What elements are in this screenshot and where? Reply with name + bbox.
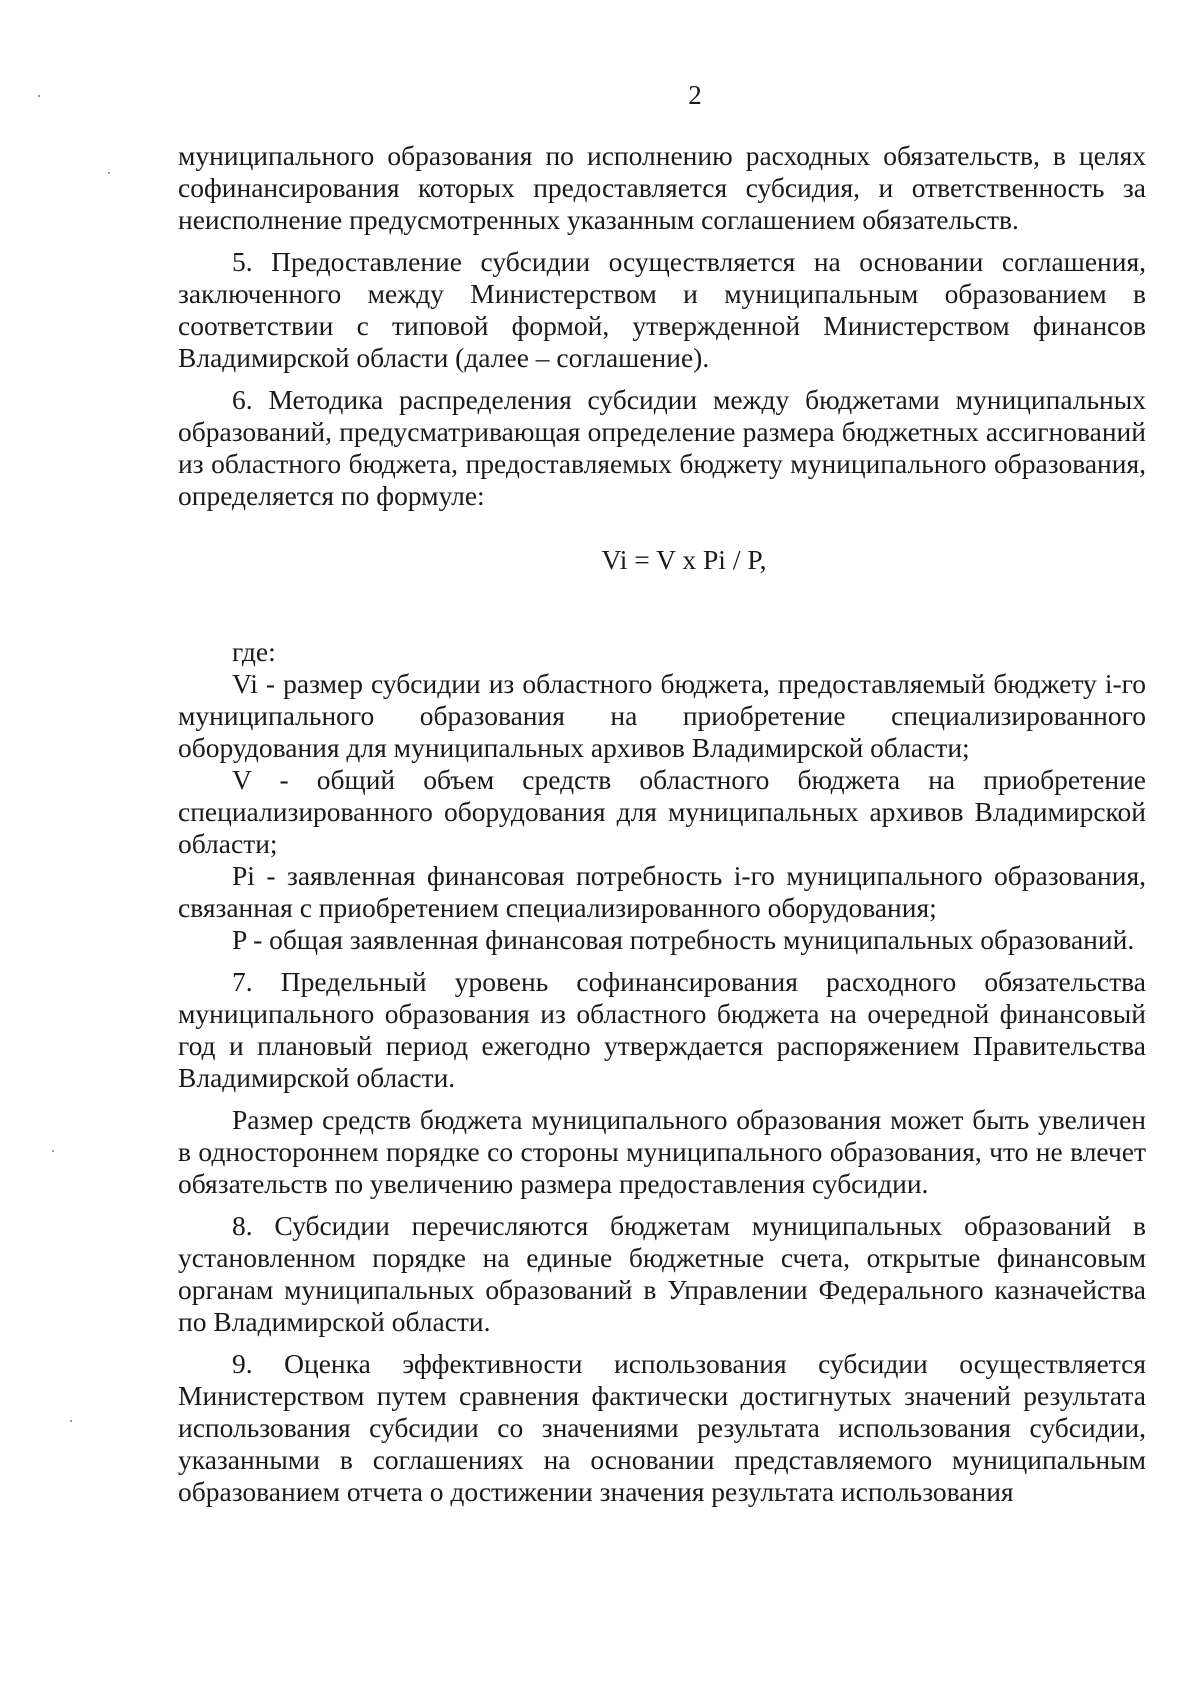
paragraph-5: 5. Предоставление субсидии осуществляется на основании соглашения, заключенного между Министерством и муниципальным образованием в соответствии с типовой формой, утвержденной Министерством финансов Владимирской области (далее – соглашение). — [178, 246, 1146, 373]
document-body — [178, 140, 1146, 1508]
definition-p: P - общая заявленная финансовая потребность муниципальных образований. — [232, 924, 1135, 955]
page-number: 2 — [688, 80, 702, 110]
paragraph-6: 6. Методика распределения субсидии между бюджетами муниципальных образований, предусматривающая определение размера бюджетных ассигнований из областного бюджета, предоставляемых бюджету муниципального образования, определяется по формуле: — [178, 384, 1146, 511]
scan-artifact — [52, 1150, 54, 1152]
paragraph-9: 9. Оценка эффективности использования субсидии осуществляется Министерством путем сравнения фактически достигнутых значений результата использования субсидии со значениями результата использования субсидии, указанными в соглашениях на основании представляемого муниципальным образованием отчета о достижении значения результата использования — [178, 1348, 1146, 1507]
scan-artifact — [38, 95, 40, 97]
formula-where-label: где: — [232, 636, 276, 667]
paragraph-7-continued: Размер средств бюджета муниципального образования может быть увеличен в одностороннем порядке со стороны муниципального образования, что не влечет обязательств по увеличению размера предоставления субсидии. — [178, 1104, 1146, 1199]
definition-vi: Vi - размер субсидии из областного бюджета, предоставляемый бюджету i-го муниципального образования на приобретение специализированного оборудования для муниципальных архивов Владимирской области; — [178, 668, 1146, 763]
definition-v: V - общий объем средств областного бюджета на приобретение специализированного оборудования для муниципальных архивов Владимирской области; — [178, 764, 1146, 859]
definition-pi: Pi - заявленная финансовая потребность i-го муниципального образования, связанная с приобретением специализированного оборудования; — [178, 860, 1146, 923]
scan-artifact — [108, 172, 110, 174]
paragraph-continuation: муниципального образования по исполнению расходных обязательств, в целях софинансирования которых предоставляется субсидия, и ответственность за неисполнение предусмотренных указанным соглашением обязательств. — [178, 140, 1146, 235]
distribution-formula: Vi = V x Pi / P, — [601, 544, 767, 575]
scan-artifact — [70, 1420, 72, 1422]
paragraph-8: 8. Субсидии перечисляются бюджетам муниципальных образований в установленном порядке на единые бюджетные счета, открытые финансовым органам муниципальных образований в Управлении Федерального казначейства по Владимирской области. — [178, 1210, 1146, 1337]
paragraph-7: 7. Предельный уровень софинансирования расходного обязательства муниципального образования из областного бюджета на очередной финансовый год и плановый период ежегодно утверждается распоряжением Правительства Владимирской области. — [178, 966, 1146, 1093]
